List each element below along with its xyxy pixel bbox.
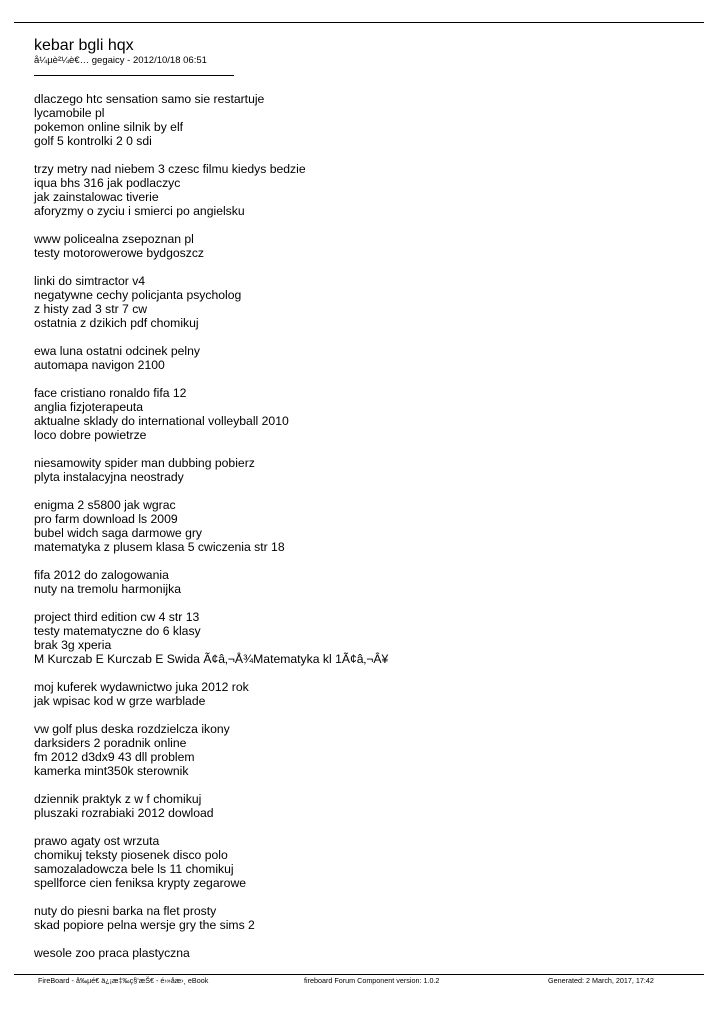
text-line: linki do simtractor v4 [34, 274, 146, 288]
footer-component-version: fireboard Forum Component version: 1.0.2 [304, 976, 440, 985]
post-meta: å¼µè²¼è€… gegaicy - 2012/10/18 06:51 [34, 55, 207, 66]
text-block [34, 946, 694, 960]
text-line: skad popiore pelna wersje gry the sims 2 [34, 918, 255, 932]
text-block [34, 232, 694, 260]
text-line: bubel widch saga darmowe gry [34, 526, 203, 540]
text-line: negatywne cechy policjanta psycholog [34, 288, 242, 302]
text-line: niesamowity spider man dubbing pobierz [34, 456, 255, 470]
text-line: dlaczego htc sensation samo sie restartuje [34, 92, 265, 106]
text-line: dziennik praktyk z w f chomikuj [34, 792, 202, 806]
text-line: anglia fizjoterapeuta [34, 400, 144, 414]
text-line: M Kurczab E Kurczab E Swida Ã¢â‚¬Å¾Matematyka kl 1Ã¢â‚¬Â¥ [34, 652, 389, 666]
text-line: pluszaki rozrabiaki 2012 dowload [34, 806, 214, 820]
bottom-divider [14, 974, 704, 975]
text-line: moj kuferek wydawnictwo juka 2012 rok [34, 680, 249, 694]
text-line: www policealna zsepoznan pl [34, 232, 194, 246]
text-block [34, 498, 694, 554]
text-block [34, 610, 694, 666]
text-block [34, 456, 694, 484]
text-block [34, 386, 694, 442]
text-line: ostatnia z dzikich pdf chomikuj [34, 316, 199, 330]
text-line: iqua bhs 316 jak podlaczyc [34, 176, 181, 190]
text-line: testy matematyczne do 6 klasy [34, 624, 201, 638]
text-block [34, 834, 694, 890]
text-line: face cristiano ronaldo fifa 12 [34, 386, 187, 400]
text-line: samozaladowcza bele ls 11 chomikuj [34, 862, 234, 876]
text-block [34, 162, 694, 218]
text-line: fm 2012 d3dx9 43 dll problem [34, 750, 195, 764]
text-line: jak zainstalowac tiverie [34, 190, 159, 204]
text-line: spellforce cien feniksa krypty zegarowe [34, 876, 247, 890]
post-title: kebar bgli hqx [34, 37, 134, 54]
text-block [34, 680, 694, 708]
text-block [34, 344, 694, 372]
text-line: loco dobre powietrze [34, 428, 147, 442]
meta-divider [34, 75, 234, 76]
post-body [34, 92, 694, 974]
text-line: darksiders 2 poradnik online [34, 736, 187, 750]
text-block [34, 722, 694, 778]
text-block [34, 568, 694, 596]
post-header [34, 37, 234, 76]
text-line: automapa navigon 2100 [34, 358, 165, 372]
text-line: z histy zad 3 str 7 cw [34, 302, 148, 316]
text-line: prawo agaty ost wrzuta [34, 834, 160, 848]
text-line: trzy metry nad niebem 3 czesc filmu kiedys bedzie [34, 162, 306, 176]
text-block [34, 92, 694, 148]
text-block [34, 274, 694, 330]
text-line: fifa 2012 do zalogowania [34, 568, 169, 582]
text-line: nuty na tremolu harmonijka [34, 582, 181, 596]
footer-site-name: FireBoard - å‰µé€ ä¿¡æ‡‰ç§‘æŠ€ - é›»åæ›¸ eBook [38, 976, 209, 985]
text-line: enigma 2 s5800 jak wgrac [34, 498, 176, 512]
text-line: matematyka z plusem klasa 5 cwiczenia str 18 [34, 540, 285, 554]
text-block [34, 792, 694, 820]
text-line: brak 3g xperia [34, 638, 112, 652]
text-line: lycamobile pl [34, 106, 105, 120]
text-line: nuty do piesni barka na flet prosty [34, 904, 217, 918]
text-line: jak wpisac kod w grze warblade [34, 694, 206, 708]
text-line: chomikuj teksty piosenek disco polo [34, 848, 228, 862]
text-line: pokemon online silnik by elf [34, 120, 184, 134]
text-line: project third edition cw 4 str 13 [34, 610, 200, 624]
text-line: wesole zoo praca plastyczna [34, 946, 190, 960]
text-line: kamerka mint350k sterownik [34, 764, 189, 778]
text-line: vw golf plus deska rozdzielcza ikony [34, 722, 230, 736]
text-line: aforyzmy o zyciu i smierci po angielsku [34, 204, 245, 218]
text-line: pro farm download ls 2009 [34, 512, 178, 526]
top-divider [14, 22, 704, 23]
text-line: plyta instalacyjna neostrady [34, 470, 184, 484]
page-footer [0, 976, 725, 988]
text-line: ewa luna ostatni odcinek pelny [34, 344, 200, 358]
text-block [34, 904, 694, 932]
text-line: aktualne sklady do international volleyball 2010 [34, 414, 289, 428]
text-line: golf 5 kontrolki 2 0 sdi [34, 134, 152, 148]
text-line: testy motorowerowe bydgoszcz [34, 246, 205, 260]
footer-generated-date: Generated: 2 March, 2017, 17:42 [548, 976, 654, 985]
